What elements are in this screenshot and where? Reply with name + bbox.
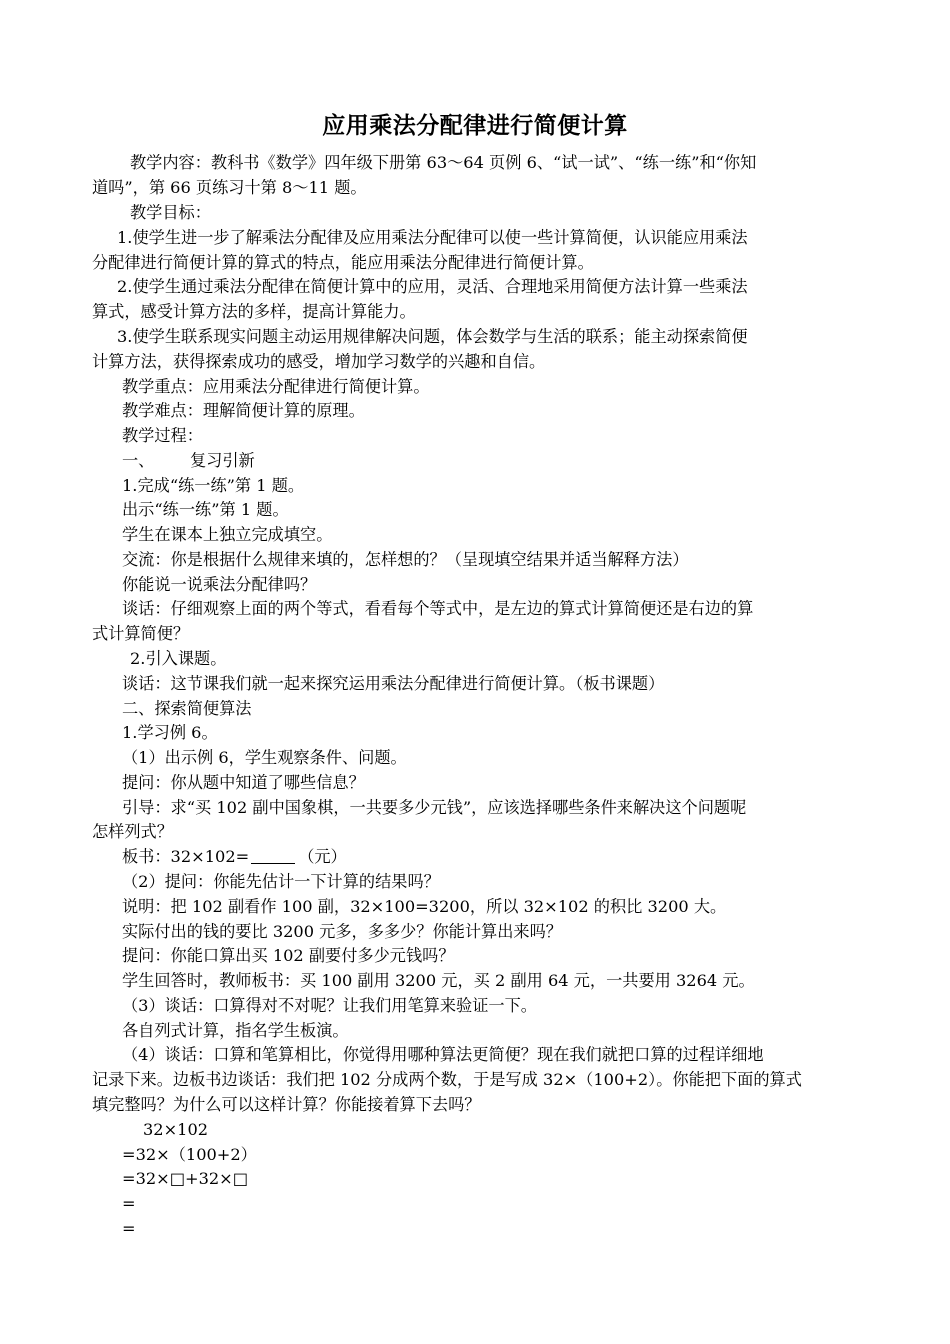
section-2-step-4-line-1: 引导：求“买 102 副中国象棋，一共要多少元钱”，应该选择哪些条件来解决这个问题呢 <box>122 798 747 817</box>
answer-blank <box>251 847 295 864</box>
teaching-process-heading: 教学过程： <box>122 426 203 445</box>
goals-heading: 教学目标： <box>130 203 211 222</box>
section-2-step-9: 学生回答时，教师板书：买 100 副用 3200 元，买 2 副用 64 元，一共要用 3264 元。 <box>122 971 755 990</box>
section-2-step-1: 1.学习例 6。 <box>122 723 218 742</box>
calculation-line-4: = <box>122 1194 136 1213</box>
calculation-line-3: =32×□+32×□ <box>122 1169 249 1188</box>
calculation-line-1: 32×102 <box>143 1120 209 1139</box>
calculation-line-2: =32×（100+2） <box>122 1145 257 1164</box>
section-2-step-12-line-1: （4）谈话：口算和笔算相比，你觉得用哪种算法更简便？现在我们就把口算的过程详细地 <box>122 1045 764 1064</box>
goal-3-line-1: 3.使学生联系现实问题主动运用规律解决问题，体会数学与生活的联系；能主动探索简便 <box>117 327 748 346</box>
section-2-step-12-line-3: 填完整吗？为什么可以这样计算？你能接着算下去吗？ <box>92 1095 481 1114</box>
section-2-step-6: 说明：把 102 副看作 100 副，32×100=3200，所以 32×102 的积比 3200 大。 <box>122 897 727 916</box>
blackboard-formula <box>122 844 347 869</box>
section-2-step-8: 提问：你能口算出买 102 副要付多少元钱吗？ <box>122 946 455 965</box>
section-2-step-5: （2）提问：你能先估计一下计算的结果吗？ <box>122 872 440 891</box>
goal-1-line-1: 1.使学生进一步了解乘法分配律及应用乘法分配律可以使一些计算简便，认识能应用乘法 <box>117 228 748 247</box>
teaching-focus: 教学重点：应用乘法分配律进行简便计算。 <box>122 377 430 396</box>
section-2-step-11: 各自列式计算，指名学生板演。 <box>122 1021 349 1040</box>
section-2-step-2: （1）出示例 6，学生观察条件、问题。 <box>122 748 407 767</box>
goal-2-line-2: 算式，感受计算方法的多样，提高计算能力。 <box>92 302 416 321</box>
section-1-number: 一、 <box>122 451 155 470</box>
section-1-step-3: 学生在课本上独立完成填空。 <box>122 525 333 544</box>
section-1-step-8: 谈话：这节课我们就一起来探究运用乘法分配律进行简便计算。（板书课题） <box>122 674 665 693</box>
section-2-step-12-line-2: 记录下来。边板书边谈话：我们把 102 分成两个数，于是写成 32×（100+2）。你能把下面的算式 <box>92 1070 802 1089</box>
section-2-step-10: （3）谈话：口算得对不对呢？让我们用笔算来验证一下。 <box>122 996 537 1015</box>
teaching-content-line-1: 教学内容：教科书《数学》四年级下册第 63～64 页例 6、“试一试”、“练一练”和“你知 <box>130 153 757 172</box>
goal-1-line-2: 分配律进行简便计算的算式的特点，能应用乘法分配律进行简便计算。 <box>92 253 594 272</box>
section-1-step-2: 出示“练一练”第 1 题。 <box>122 500 289 519</box>
section-1-step-6-line-1: 谈话：仔细观察上面的两个等式，看看每个等式中，是左边的算式计算简便还是右边的算 <box>122 599 754 618</box>
goal-3-line-2: 计算方法，获得探索成功的感受，增加学习数学的兴趣和自信。 <box>92 352 546 371</box>
blackboard-formula-text: 板书：32×102= <box>122 847 250 866</box>
section-1-step-4: 交流：你是根据什么规律来填的，怎样想的？（呈现填空结果并适当解释方法） <box>122 550 689 569</box>
section-2-step-4-line-2: 怎样列式？ <box>92 822 173 841</box>
calculation-line-5: = <box>122 1219 136 1238</box>
section-1-title: 复习引新 <box>190 451 255 470</box>
section-1-step-6-line-2: 式计算简便？ <box>92 624 190 643</box>
document-title: 应用乘法分配律进行简便计算 <box>322 113 628 139</box>
section-1-step-5: 你能说一说乘法分配律吗？ <box>122 575 317 594</box>
teaching-difficulty: 教学难点：理解简便计算的原理。 <box>122 401 365 420</box>
teaching-content-line-2: 道吗”，第 66 页练习十第 8～11 题。 <box>92 178 367 197</box>
section-2-step-3: 提问：你从题中知道了哪些信息？ <box>122 773 365 792</box>
section-1-step-1: 1.完成“练一练”第 1 题。 <box>122 476 305 495</box>
blackboard-formula-unit: （元） <box>298 847 347 866</box>
section-2-title: 二、探索简便算法 <box>122 699 252 718</box>
goal-2-line-1: 2.使学生通过乘法分配律在简便计算中的应用，灵活、合理地采用简便方法计算一些乘法 <box>117 277 748 296</box>
section-1-step-7: 2.引入课题。 <box>130 649 227 668</box>
section-2-step-7: 实际付出的钱的要比 3200 元多，多多少？你能计算出来吗？ <box>122 922 562 941</box>
